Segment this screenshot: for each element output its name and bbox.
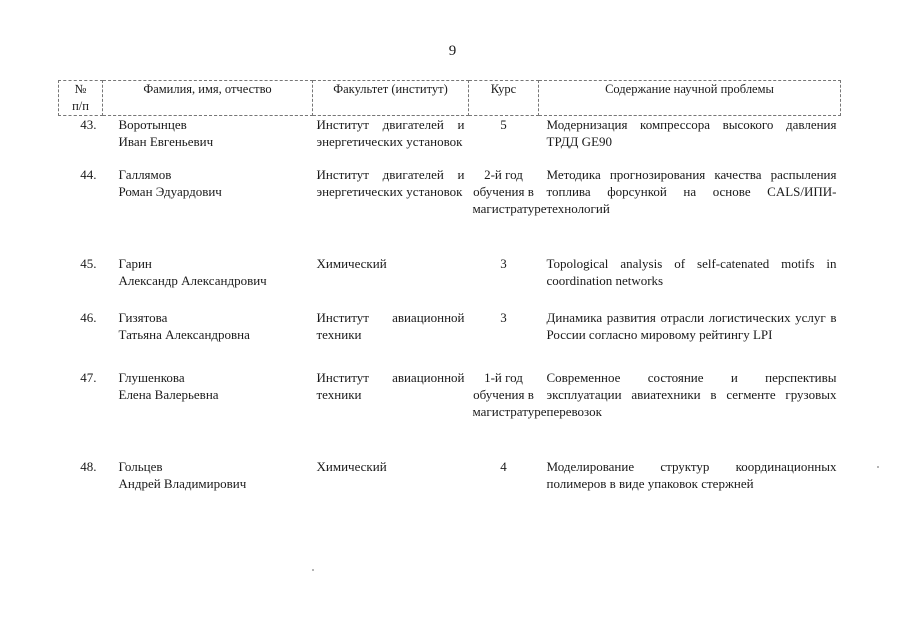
faculty-text: Химический	[316, 255, 387, 271]
student-name	[103, 166, 313, 255]
students-table	[58, 80, 841, 498]
row-number: 46.	[80, 309, 97, 325]
student-name	[103, 458, 313, 498]
course-text: 3	[500, 255, 507, 271]
topic-cell	[539, 309, 841, 369]
faculty-text: Химический	[316, 458, 387, 474]
table-header-row	[59, 81, 841, 116]
student-given-names: Татьяна Александровна	[118, 326, 250, 342]
course-text: 4	[500, 458, 507, 474]
table-row	[59, 458, 841, 498]
table-row	[59, 255, 841, 309]
student-given-names: Иван Евгеньевич	[118, 134, 214, 149]
topic-cell	[539, 369, 841, 458]
student-given-names: Елена Валерьевна	[118, 386, 219, 402]
topic-cell	[539, 166, 841, 255]
student-surname: Гольцев	[118, 458, 163, 474]
row-number: 48.	[80, 458, 97, 474]
header-number-abbrev: п/п	[72, 99, 89, 113]
faculty-cell	[313, 369, 469, 458]
student-name	[103, 116, 313, 166]
topic-cell	[539, 116, 841, 166]
topic-text: Методика прогнозирования качества распыления топлива форсункой на основе CALS/ИПИ-технологий	[546, 166, 837, 216]
row-number: 44.	[80, 166, 97, 182]
student-given-names: Александр Александрович	[118, 272, 267, 288]
row-number: 45.	[80, 255, 97, 271]
course-cell	[469, 369, 547, 458]
course-text: 2-й год обучения в магистратуре	[472, 166, 547, 216]
faculty-text: Институт двигателей и энергетических установок	[316, 117, 465, 149]
table-row	[59, 369, 841, 458]
topic-cell	[539, 458, 841, 498]
faculty-text: Институт авиационной техники	[316, 309, 465, 342]
topic-text: Topological analysis of self-catenated motifs in coordination networks	[546, 255, 837, 288]
faculty-text: Институт двигателей и энергетических установок	[316, 166, 465, 199]
course-text: 1-й год обучения в магистратуре	[472, 369, 547, 419]
header-course: Курс	[469, 81, 539, 116]
faculty-text: Институт авиационной техники	[316, 369, 465, 402]
header-faculty: Факультет (институт)	[313, 81, 469, 116]
header-number-symbol: №	[74, 82, 87, 96]
table-row	[59, 116, 841, 166]
course-cell	[469, 166, 547, 255]
course-cell	[469, 116, 539, 166]
faculty-cell	[313, 166, 469, 255]
course-cell	[469, 309, 539, 369]
student-name	[103, 309, 313, 369]
course-text: 5	[500, 117, 507, 132]
faculty-cell	[313, 458, 469, 498]
student-surname: Гарин	[118, 255, 152, 271]
course-text: 3	[500, 309, 507, 325]
scan-speck	[877, 466, 879, 468]
student-surname: Галлямов	[118, 166, 172, 182]
topic-text: Моделирование структур координационных полимеров в виде упаковок стержней	[546, 458, 837, 491]
student-surname: Воротынцев	[118, 117, 187, 132]
student-surname: Глушенкова	[118, 369, 185, 385]
faculty-cell	[313, 255, 469, 309]
header-number	[59, 81, 103, 116]
student-name	[103, 369, 313, 458]
header-name: Фамилия, имя, отчество	[103, 81, 313, 116]
student-given-names: Андрей Владимирович	[118, 475, 247, 491]
faculty-cell	[313, 309, 469, 369]
row-number: 43.	[80, 117, 97, 132]
faculty-cell	[313, 116, 469, 166]
topic-text: Модернизация компрессора высокого давления ТРДД GE90	[546, 117, 837, 149]
table-row	[59, 166, 841, 255]
course-cell	[469, 458, 539, 498]
page-number: 9	[448, 43, 457, 59]
student-given-names: Роман Эдуардович	[118, 183, 222, 199]
scan-speck	[312, 569, 314, 571]
topic-text: Современное состояние и перспективы эксплуатации авиатехники в сегменте грузовых перевозок	[546, 369, 837, 419]
row-number: 47.	[80, 369, 97, 385]
student-name	[103, 255, 313, 309]
course-cell	[469, 255, 539, 309]
topic-text: Динамика развития отрасли логистических услуг в России согласно мировому рейтингу LPI	[546, 309, 837, 342]
student-surname: Гизятова	[118, 309, 168, 325]
header-topic: Содержание научной проблемы	[539, 81, 841, 116]
table-row	[59, 309, 841, 369]
topic-cell	[539, 255, 841, 309]
